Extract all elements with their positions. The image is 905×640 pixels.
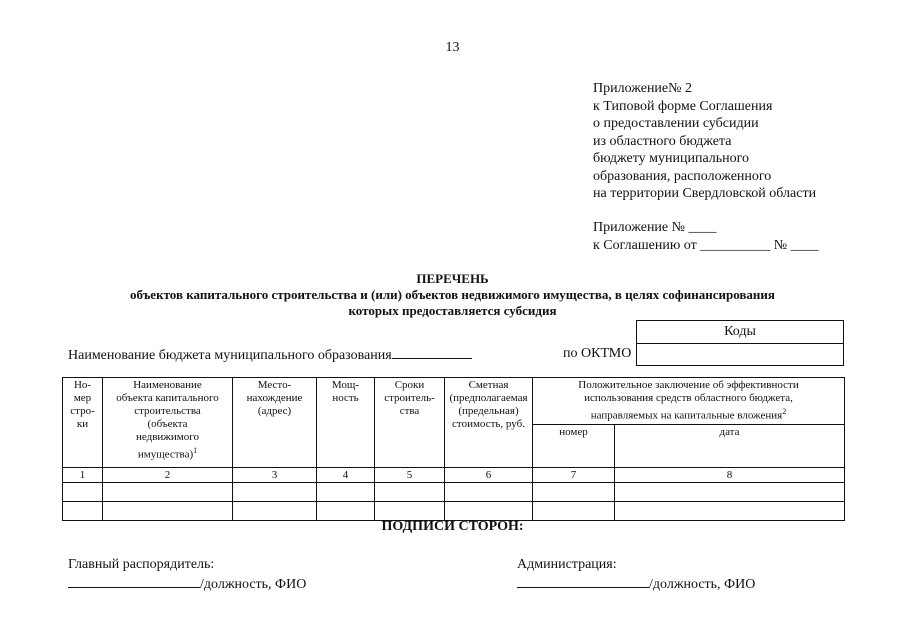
header-object-name: Наименование объекта капитального строительства (объекта недвижимого имущества)$^1$ xyxy=(103,378,233,468)
appendix-line: о предоставлении субсидии xyxy=(593,116,759,131)
column-number: 4 xyxy=(317,467,375,482)
table-cell[interactable] xyxy=(317,501,375,520)
table-cell[interactable] xyxy=(233,501,317,520)
table-cell[interactable] xyxy=(233,482,317,501)
page-number: 13 xyxy=(445,40,460,55)
column-number: 6 xyxy=(445,467,533,482)
table-row xyxy=(63,501,845,520)
column-numbers-row xyxy=(63,467,845,482)
column-number: 5 xyxy=(375,467,445,482)
signature-line-left[interactable] xyxy=(68,575,200,588)
column-number: 7 xyxy=(533,467,615,482)
subtitle-line-2: которых предоставляется субсидия xyxy=(348,303,557,318)
oktmo-code-cell[interactable] xyxy=(637,344,843,366)
budget-name-blank[interactable] xyxy=(392,346,472,359)
column-number: 1 xyxy=(63,467,103,482)
oktmo-label: по ОКТМО xyxy=(563,346,632,361)
header-row-number: Но- мер стро- ки xyxy=(63,378,103,468)
column-number: 3 xyxy=(233,467,317,482)
column-number: 8 xyxy=(615,467,845,482)
table-cell[interactable] xyxy=(533,501,615,520)
column-number: 2 xyxy=(103,467,233,482)
table-cell[interactable] xyxy=(103,501,233,520)
table-cell[interactable] xyxy=(445,501,533,520)
header-conclusion: Положительное заключение об эффективности использования средств областного бюджета, направляемых на капитальные вложения$^2$ xyxy=(533,378,845,425)
signatory-right-label: Администрация: xyxy=(517,557,617,572)
appendix-line: на территории Свердловской области xyxy=(593,186,817,201)
table-cell[interactable] xyxy=(375,501,445,520)
budget-name-label: Наименование бюджета муниципального образования xyxy=(68,348,392,363)
signatory-right xyxy=(517,555,755,595)
table-cell[interactable] xyxy=(615,501,845,520)
objects-table xyxy=(62,377,845,521)
agreement-reference xyxy=(593,219,819,254)
document-title: ПЕРЕЧЕНЬ xyxy=(416,271,489,286)
signatures-title: ПОДПИСИ СТОРОН: xyxy=(381,519,524,534)
appendix-header xyxy=(593,80,816,203)
signatory-left-position: /должность, ФИО xyxy=(200,577,307,592)
header-construction-period: Сроки строитель- ства xyxy=(375,378,445,468)
budget-name-row xyxy=(68,346,472,364)
signatory-left-label: Главный распорядитель: xyxy=(68,557,215,572)
table-cell[interactable] xyxy=(63,482,103,501)
table-cell[interactable] xyxy=(63,501,103,520)
table-row xyxy=(63,482,845,501)
document-subtitle xyxy=(0,287,905,319)
table-cell[interactable] xyxy=(533,482,615,501)
header-location: Место- нахождение (адрес) xyxy=(233,378,317,468)
header-estimated-cost: Сметная (предполагаемая (предельная) стоимость, руб. xyxy=(445,378,533,468)
agreement-ref-line-1: Приложение № ____ xyxy=(593,220,717,235)
table-cell[interactable] xyxy=(445,482,533,501)
appendix-line: образования, расположенного xyxy=(593,168,772,184)
table-cell[interactable] xyxy=(103,482,233,501)
table-cell[interactable] xyxy=(375,482,445,501)
table-cell[interactable] xyxy=(317,482,375,501)
codes-box xyxy=(636,320,844,366)
header-conclusion-number: номер xyxy=(533,424,615,467)
appendix-line: бюджету муниципального xyxy=(593,151,750,166)
table-cell[interactable] xyxy=(615,482,845,501)
appendix-line: из областного бюджета xyxy=(593,133,732,149)
header-conclusion-date: дата xyxy=(615,424,845,467)
signatory-right-position: /должность, ФИО xyxy=(649,577,756,592)
appendix-line: к Типовой форме Соглашения xyxy=(593,98,773,114)
signature-line-right[interactable] xyxy=(517,575,649,588)
subtitle-line-1: объектов капитального строительства и (или) объектов недвижимого имущества, в целях софинансирования xyxy=(130,287,775,302)
codes-label: Коды xyxy=(637,321,843,344)
agreement-ref-line-2: к Соглашению от __________ № ____ xyxy=(593,237,819,253)
appendix-line: Приложение№ 2 xyxy=(593,81,692,96)
header-capacity: Мощ- ность xyxy=(317,378,375,468)
signatory-left xyxy=(68,555,306,595)
